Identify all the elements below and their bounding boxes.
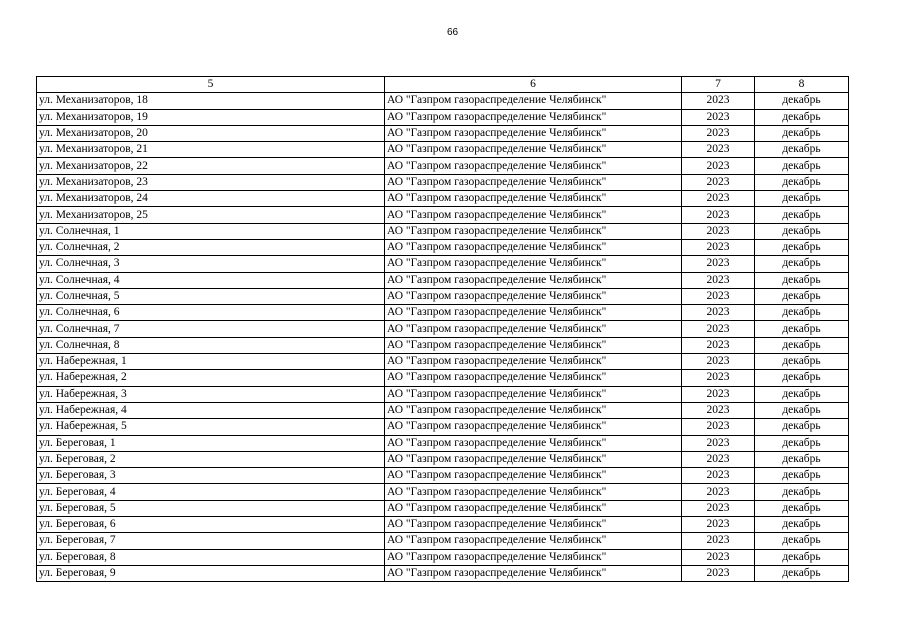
organization-cell: АО "Газпром газораспределение Челябинск" — [385, 207, 682, 223]
month-cell: декабрь — [755, 207, 849, 223]
organization-cell: АО "Газпром газораспределение Челябинск" — [385, 565, 682, 581]
year-cell: 2023 — [682, 125, 755, 141]
address-cell: ул. Береговая, 4 — [37, 484, 385, 500]
address-cell: ул. Набережная, 2 — [37, 370, 385, 386]
table-row — [37, 321, 849, 337]
year-cell: 2023 — [682, 517, 755, 533]
table-row — [37, 256, 849, 272]
year-cell: 2023 — [682, 451, 755, 467]
address-cell: ул. Береговая, 6 — [37, 517, 385, 533]
year-cell: 2023 — [682, 321, 755, 337]
table-row — [37, 158, 849, 174]
table-body — [37, 93, 849, 582]
table-row — [37, 386, 849, 402]
organization-cell: АО "Газпром газораспределение Челябинск" — [385, 533, 682, 549]
year-cell: 2023 — [682, 565, 755, 581]
month-cell: декабрь — [755, 288, 849, 304]
organization-cell: АО "Газпром газораспределение Челябинск" — [385, 93, 682, 109]
month-cell: декабрь — [755, 174, 849, 190]
table-row — [37, 223, 849, 239]
table-row — [37, 517, 849, 533]
address-cell: ул. Солнечная, 3 — [37, 256, 385, 272]
year-cell: 2023 — [682, 386, 755, 402]
year-cell: 2023 — [682, 109, 755, 125]
year-cell: 2023 — [682, 549, 755, 565]
address-cell: ул. Береговая, 2 — [37, 451, 385, 467]
table-row — [37, 337, 849, 353]
organization-cell: АО "Газпром газораспределение Челябинск" — [385, 125, 682, 141]
table-row — [37, 370, 849, 386]
month-cell: декабрь — [755, 256, 849, 272]
address-cell: ул. Солнечная, 4 — [37, 272, 385, 288]
page-number: 66 — [446, 27, 459, 38]
year-cell: 2023 — [682, 402, 755, 418]
organization-cell: АО "Газпром газораспределение Челябинск" — [385, 517, 682, 533]
table-row — [37, 549, 849, 565]
organization-cell: АО "Газпром газораспределение Челябинск" — [385, 386, 682, 402]
organization-cell: АО "Газпром газораспределение Челябинск" — [385, 484, 682, 500]
organization-cell: АО "Газпром газораспределение Челябинск" — [385, 419, 682, 435]
month-cell: декабрь — [755, 451, 849, 467]
address-cell: ул. Механизаторов, 22 — [37, 158, 385, 174]
organization-cell: АО "Газпром газораспределение Челябинск" — [385, 109, 682, 125]
year-cell: 2023 — [682, 93, 755, 109]
table-row — [37, 207, 849, 223]
month-cell: декабрь — [755, 109, 849, 125]
table-row — [37, 435, 849, 451]
month-cell: декабрь — [755, 484, 849, 500]
address-cell: ул. Солнечная, 2 — [37, 239, 385, 255]
organization-cell: АО "Газпром газораспределение Челябинск" — [385, 239, 682, 255]
year-cell: 2023 — [682, 191, 755, 207]
year-cell: 2023 — [682, 354, 755, 370]
year-cell: 2023 — [682, 223, 755, 239]
month-cell: декабрь — [755, 239, 849, 255]
header-col-8: 8 — [755, 77, 849, 93]
address-cell: ул. Береговая, 5 — [37, 500, 385, 516]
month-cell: декабрь — [755, 321, 849, 337]
organization-cell: АО "Газпром газораспределение Челябинск" — [385, 321, 682, 337]
year-cell: 2023 — [682, 468, 755, 484]
organization-cell: АО "Газпром газораспределение Челябинск" — [385, 337, 682, 353]
organization-cell: АО "Газпром газораспределение Челябинск" — [385, 500, 682, 516]
month-cell: декабрь — [755, 191, 849, 207]
table-row — [37, 288, 849, 304]
address-cell: ул. Береговая, 1 — [37, 435, 385, 451]
table-row — [37, 305, 849, 321]
table-row — [37, 565, 849, 581]
year-cell: 2023 — [682, 158, 755, 174]
organization-cell: АО "Газпром газораспределение Челябинск" — [385, 468, 682, 484]
month-cell: декабрь — [755, 517, 849, 533]
table-row — [37, 500, 849, 516]
month-cell: декабрь — [755, 272, 849, 288]
header-row — [37, 77, 849, 93]
table-row — [37, 272, 849, 288]
table-row — [37, 354, 849, 370]
year-cell: 2023 — [682, 305, 755, 321]
address-cell: ул. Солнечная, 6 — [37, 305, 385, 321]
address-cell: ул. Механизаторов, 19 — [37, 109, 385, 125]
table-row — [37, 419, 849, 435]
month-cell: декабрь — [755, 533, 849, 549]
year-cell: 2023 — [682, 272, 755, 288]
address-cell: ул. Береговая, 3 — [37, 468, 385, 484]
address-cell: ул. Набережная, 1 — [37, 354, 385, 370]
header-col-6: 6 — [385, 77, 682, 93]
month-cell: декабрь — [755, 549, 849, 565]
organization-cell: АО "Газпром газораспределение Челябинск" — [385, 370, 682, 386]
year-cell: 2023 — [682, 288, 755, 304]
table-row — [37, 239, 849, 255]
month-cell: декабрь — [755, 223, 849, 239]
organization-cell: АО "Газпром газораспределение Челябинск" — [385, 305, 682, 321]
table-row — [37, 468, 849, 484]
organization-cell: АО "Газпром газораспределение Челябинск" — [385, 549, 682, 565]
address-cell: ул. Механизаторов, 25 — [37, 207, 385, 223]
year-cell: 2023 — [682, 370, 755, 386]
address-cell: ул. Механизаторов, 18 — [37, 93, 385, 109]
table-row — [37, 533, 849, 549]
address-cell: ул. Солнечная, 8 — [37, 337, 385, 353]
month-cell: декабрь — [755, 158, 849, 174]
schedule-table — [36, 76, 849, 582]
organization-cell: АО "Газпром газораспределение Челябинск" — [385, 435, 682, 451]
address-cell: ул. Береговая, 7 — [37, 533, 385, 549]
organization-cell: АО "Газпром газораспределение Челябинск" — [385, 158, 682, 174]
table-row — [37, 402, 849, 418]
month-cell: декабрь — [755, 435, 849, 451]
organization-cell: АО "Газпром газораспределение Челябинск" — [385, 174, 682, 190]
address-cell: ул. Набережная, 5 — [37, 419, 385, 435]
address-cell: ул. Береговая, 9 — [37, 565, 385, 581]
address-cell: ул. Солнечная, 5 — [37, 288, 385, 304]
organization-cell: АО "Газпром газораспределение Челябинск" — [385, 402, 682, 418]
table-header — [37, 77, 849, 93]
year-cell: 2023 — [682, 337, 755, 353]
organization-cell: АО "Газпром газораспределение Челябинск" — [385, 354, 682, 370]
month-cell: декабрь — [755, 93, 849, 109]
month-cell: декабрь — [755, 354, 849, 370]
month-cell: декабрь — [755, 337, 849, 353]
table-row — [37, 93, 849, 109]
year-cell: 2023 — [682, 207, 755, 223]
organization-cell: АО "Газпром газораспределение Челябинск" — [385, 451, 682, 467]
organization-cell: АО "Газпром газораспределение Челябинск" — [385, 142, 682, 158]
year-cell: 2023 — [682, 533, 755, 549]
table-row — [37, 142, 849, 158]
month-cell: декабрь — [755, 500, 849, 516]
header-col-5: 5 — [37, 77, 385, 93]
year-cell: 2023 — [682, 435, 755, 451]
table-row — [37, 109, 849, 125]
year-cell: 2023 — [682, 174, 755, 190]
year-cell: 2023 — [682, 239, 755, 255]
month-cell: декабрь — [755, 142, 849, 158]
table-row — [37, 174, 849, 190]
address-cell: ул. Береговая, 8 — [37, 549, 385, 565]
organization-cell: АО "Газпром газораспределение Челябинск" — [385, 191, 682, 207]
year-cell: 2023 — [682, 484, 755, 500]
month-cell: декабрь — [755, 402, 849, 418]
table-row — [37, 451, 849, 467]
year-cell: 2023 — [682, 142, 755, 158]
month-cell: декабрь — [755, 125, 849, 141]
organization-cell: АО "Газпром газораспределение Челябинск" — [385, 256, 682, 272]
table-row — [37, 191, 849, 207]
address-cell: ул. Набережная, 3 — [37, 386, 385, 402]
month-cell: декабрь — [755, 305, 849, 321]
month-cell: декабрь — [755, 386, 849, 402]
address-cell: ул. Солнечная, 7 — [37, 321, 385, 337]
month-cell: декабрь — [755, 468, 849, 484]
table-row — [37, 484, 849, 500]
year-cell: 2023 — [682, 256, 755, 272]
organization-cell: АО "Газпром газораспределение Челябинск" — [385, 288, 682, 304]
address-cell: ул. Механизаторов, 24 — [37, 191, 385, 207]
month-cell: декабрь — [755, 565, 849, 581]
organization-cell: АО "Газпром газораспределение Челябинск" — [385, 223, 682, 239]
year-cell: 2023 — [682, 500, 755, 516]
table-row — [37, 125, 849, 141]
address-cell: ул. Солнечная, 1 — [37, 223, 385, 239]
header-col-7: 7 — [682, 77, 755, 93]
year-cell: 2023 — [682, 419, 755, 435]
month-cell: декабрь — [755, 370, 849, 386]
address-cell: ул. Набережная, 4 — [37, 402, 385, 418]
month-cell: декабрь — [755, 419, 849, 435]
organization-cell: АО "Газпром газораспределение Челябинск" — [385, 272, 682, 288]
address-cell: ул. Механизаторов, 20 — [37, 125, 385, 141]
address-cell: ул. Механизаторов, 21 — [37, 142, 385, 158]
address-cell: ул. Механизаторов, 23 — [37, 174, 385, 190]
